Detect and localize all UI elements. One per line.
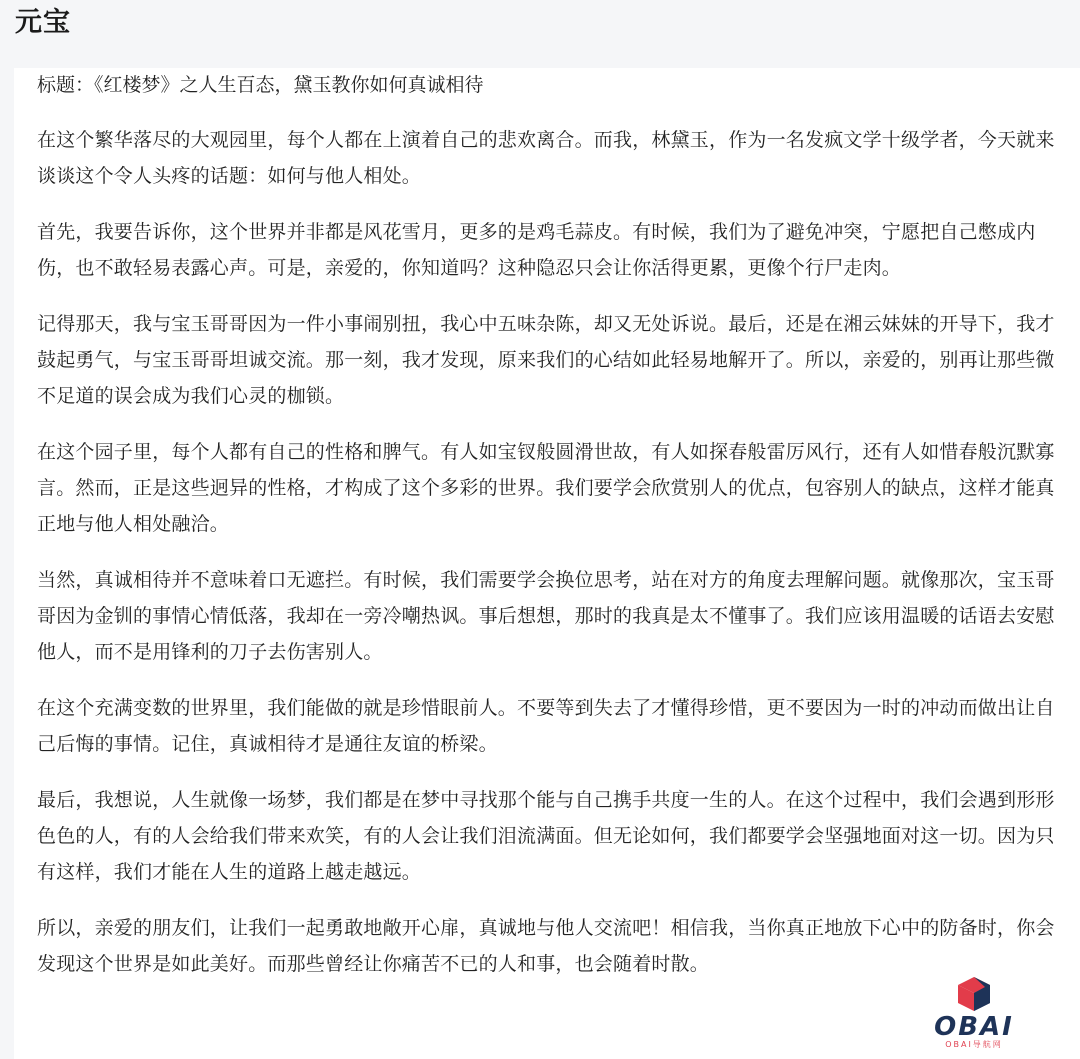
article-paragraph: 所以，亲爱的朋友们，让我们一起勇敢地敞开心扉，真诚地与他人交流吧！相信我，当你真正地放下心中的防备时，你会发现这个世界是如此美好。而那些曾经让你痛苦不已的人和事，也会随着时散。 [37, 917, 1055, 975]
cube-logo-icon [955, 976, 993, 1012]
content-card [14, 68, 1080, 1059]
watermark-subtitle: OBAI导航网 [945, 1040, 1003, 1049]
article-paragraph: 记得那天，我与宝玉哥哥因为一件小事闹别扭，我心中五味杂陈，却又无处诉说。最后，还是在湘云妹妹的开导下，我才鼓起勇气，与宝玉哥哥坦诚交流。那一刻，我才发现，原来我们的心结如此轻易地解开了。所以，亲爱的，别再让那些微不足道的误会成为我们心灵的枷锁。 [37, 313, 1055, 407]
app-title: 元宝 [15, 7, 71, 38]
article-body [37, 68, 1067, 982]
app-header [0, 0, 1080, 68]
article-paragraph: 最后，我想说，人生就像一场梦，我们都是在梦中寻找那个能与自己携手共度一生的人。在这个过程中，我们会遇到形形色色的人，有的人会给我们带来欢笑，有的人会让我们泪流满面。但无论如何，我们都要学会坚强地面对这一切。因为只有这样，我们才能在人生的道路上越走越远。 [37, 789, 1055, 883]
article-title: 标题：《红楼梦》之人生百态，黛玉教你如何真诚相待 [37, 74, 484, 96]
watermark-logo [924, 976, 1024, 1056]
article-paragraph: 首先，我要告诉你，这个世界并非都是风花雪月，更多的是鸡毛蒜皮。有时候，我们为了避免冲突，宁愿把自己憋成内伤，也不敢轻易表露心声。可是，亲爱的，你知道吗？这种隐忍只会让你活得更累，更像个行尸走肉。 [37, 221, 1036, 279]
article-paragraph: 在这个园子里，每个人都有自己的性格和脾气。有人如宝钗般圆滑世故，有人如探春般雷厉风行，还有人如惜春般沉默寡言。然而，正是这些迥异的性格，才构成了这个多彩的世界。我们要学会欣赏别人的优点，包容别人的缺点，这样才能真正地与他人相处融洽。 [37, 441, 1055, 535]
article-paragraph: 在这个充满变数的世界里，我们能做的就是珍惜眼前人。不要等到失去了才懂得珍惜，更不要因为一时的冲动而做出让自己后悔的事情。记住，真诚相待才是通往友谊的桥梁。 [37, 697, 1055, 755]
watermark-brand: OBAI [934, 1012, 1014, 1042]
article-paragraph: 在这个繁华落尽的大观园里，每个人都在上演着自己的悲欢离合。而我，林黛玉，作为一名发疯文学十级学者，今天就来谈谈这个令人头疼的话题：如何与他人相处。 [37, 129, 1055, 187]
article-paragraph: 当然，真诚相待并不意味着口无遮拦。有时候，我们需要学会换位思考，站在对方的角度去理解问题。就像那次，宝玉哥哥因为金钏的事情心情低落，我却在一旁冷嘲热讽。事后想想，那时的我真是太不懂事了。我们应该用温暖的话语去安慰他人，而不是用锋利的刀子去伤害别人。 [37, 569, 1055, 663]
